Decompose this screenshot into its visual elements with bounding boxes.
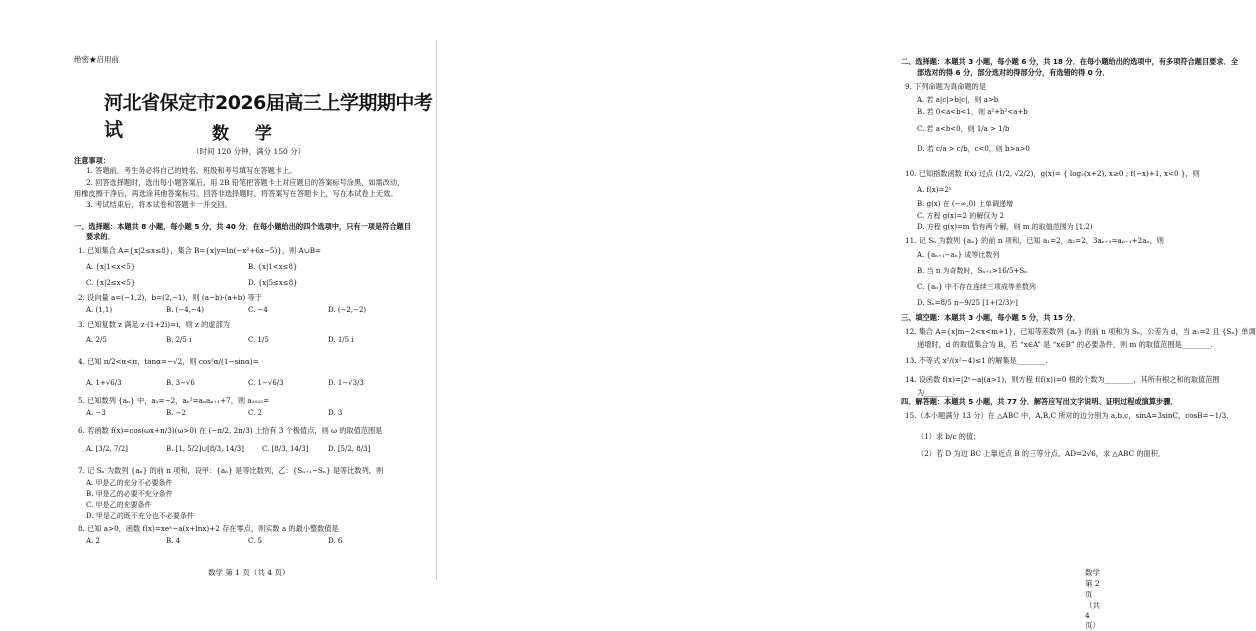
question-15-part-1: （1）求 b/c 的值； [917,432,981,441]
q1-option-a: A. {x|1<x<5} [86,263,136,271]
q11-option-c: C. {aₙ} 中不存在连续三项成等差数列 [917,283,1036,291]
q10-option-d: D. 方程 g(x)=m 恰有两个解，则 m 的取值范围为 [1,2) [917,223,1093,231]
q6-option-a: A. [3/2, 7/2] [86,445,128,453]
q6-option-d: D. [5/2, 8/3] [328,445,371,453]
page-2 [433,0,1256,630]
page-2-footer: 数学 第 2 页（共 4 页） [1085,568,1100,630]
page-1-footer: 数学 第 1 页（共 4 页） [208,568,290,577]
q3-option-c: C. 1/5 [248,336,269,344]
q5-option-d: D. 3 [328,409,343,417]
section-2-heading: 二、选择题：本题共 3 小题，每小题 6 分，共 18 分．在每小题给出的选项中，有多项符合题目要求．全 [901,57,1238,66]
section-1-heading-cont: 要求的． [86,232,115,241]
question-5: 5. 已知数列 {aₙ} 中，a₁=−2，aₙ²=aₙaₙ₊₁+7，则 a₂₀₂₅= [78,396,270,405]
q9-option-b: B. 若 0<a<b<1，则 a²+b²<a+b [917,108,1028,116]
question-14: 14. 设函数 f(x)=|2ˣ−a|(a>1)，则方程 f(f(x))=0 根的个数为________，其所有根之和的取值范围 [905,375,1220,384]
q1-option-d: D. {x|5≤x≤8} [248,279,298,287]
q10-option-a: A. f(x)=2ˣ [917,186,952,194]
q8-option-d: D. 6 [328,537,343,545]
question-15: 15.（本小题满分 13 分）在 △ABC 中，A,B,C 所对的边分别为 a,b,c，sinA=3sinC，cosB=−1/3． [905,411,1234,420]
q6-option-b: B. [1, 5/2]∪[8/3, 14/3] [166,445,244,453]
question-2: 2. 设向量 a=(−1,2)，b=(2,−1)，则 (a−b)·(a+b) 等于 [78,293,262,302]
q5-option-a: A. −3 [86,409,106,417]
note-3: 3. 考试结束后，将本试卷和答题卡一并交回。 [86,200,232,209]
q5-option-b: B. −2 [166,409,186,417]
q11-option-d: D. Sₙ=8/5 n−9/25 [1+(2/3)ⁿ] [917,299,1018,307]
note-2-cont: 用橡皮擦干净后，再选涂其他答案标号。回答非选择题时，将答案写在答题卡上，写在本试卷上无效。 [74,189,398,198]
question-8: 8. 已知 a>0，函数 f(x)=xeˣ−a(x+lnx)+2 存在零点，则实数 a 的最小整数值是 [78,524,339,533]
q9-option-a: A. 若 a|c|>b|c|，则 a>b [917,96,999,104]
subject-title: 数 学 [212,124,282,144]
q8-option-b: B. 4 [166,537,181,545]
q1-option-b: B. {x|1<x≤8} [248,263,298,271]
q2-option-c: C. −4 [248,306,268,314]
page-1 [0,0,433,615]
question-4: 4. 已知 π/2<α<π，tanα=−√2，则 cos²α/(1−sinα)= [78,357,259,366]
q3-option-d: D. 1/5 i [328,336,354,344]
question-12: 12. 集合 A={x|m−2<x<m+1}，已知等差数列 {aₙ} 的前 n 项和为 Sₙ，公差为 d，当 a₁=2 且 {Sₙ} 单调 [905,327,1256,336]
question-10: 10. 已知指数函数 f(x) 过点 (1/2, √2/2)，g(x)= { log₂(x+2), x≥0 ; f(−x)+1, x<0 }，则 [905,169,1200,178]
q1-option-c: C. {x|2≤x<5} [86,279,136,287]
question-6: 6. 若函数 f(x)=cos(ωx+π/3)(ω>0) 在 (−π/2, 2π/3) 上恰有 3 个极值点，则 ω 的取值范围是 [78,426,383,435]
note-2: 2. 回答选择题时，选出每小题答案后，用 2B 铅笔把答题卡上对应题目的答案标号涂黑，如需改动， [86,178,405,187]
q7-option-b: B. 甲是乙的必要不充分条件 [86,490,173,498]
q2-option-b: B. (−4,−4) [166,306,204,314]
section-2-heading-cont: 部选对的得 6 分，部分选对的得部分分，有选错的得 0 分． [917,68,1110,77]
note-1: 1. 答题前，考生务必将自己的姓名、班级和考号填写在答题卡上。 [86,166,297,175]
question-12-cont: 递增时，d 的取值集合为 B，若 “x∈A” 是 “x∈B” 的必要条件，则 m 的取值范围是________. [917,340,1213,349]
q2-option-d: D. (−2,−2) [328,306,367,314]
q3-option-b: B. 2/5 i [166,336,192,344]
question-11: 11. 记 Sₙ 为数列 {aₙ} 的前 n 项和，已知 a₁=2，a₂=2，3aₙ₊₂=aₙ₊₁+2aₙ，则 [905,236,1164,245]
question-1: 1. 已知集合 A={x|2≤x≤8}，集合 B={x|y=ln(−x²+6x−5)}，则 A∪B= [78,246,322,255]
section-1-heading: 一、选择题：本题共 8 小题，每小题 5 分，共 40 分．在每小题给出的四个选项中，只有一项是符合题目 [74,222,411,231]
time-info: （时间 120 分钟，满分 150 分） [192,147,306,156]
q7-option-c: C. 甲是乙的充要条件 [86,501,152,509]
q9-option-c: C. 若 a<b<0，则 1/a > 1/b [917,125,1010,133]
q6-option-c: C. [8/3, 14/3] [262,445,309,453]
q5-option-c: C. 2 [248,409,263,417]
notes-heading: 注意事项： [74,156,110,165]
q11-option-b: B. 当 n 为奇数时，Sₙ₊₁>16/5+Sₙ [917,267,1028,275]
q8-option-a: A. 2 [86,537,100,545]
q7-option-a: A. 甲是乙的充分不必要条件 [86,479,173,487]
q7-option-d: D. 甲是乙的既不充分也不必要条件 [86,512,194,520]
q10-option-c: C. 方程 g(x)=2 的解仅为 2 [917,212,1004,220]
q4-option-a: A. 1+√6/3 [86,379,122,387]
question-3: 3. 已知复数 z 满足 z·(1+2i)=i，则 z 的虚部为 [78,320,230,329]
confidential-mark: 绝密★启用前 [74,55,119,64]
q8-option-c: C. 5 [248,537,263,545]
question-15-part-2: （2）若 D 为边 BC 上靠近点 B 的三等分点，AD=2√6，求 △ABC 的面积． [917,449,1166,458]
q10-option-b: B. g(x) 在 (−∞,0) 上单调递增 [917,200,1013,208]
question-7: 7. 记 Sₙ 为数列 {aₙ} 的前 n 项和，设甲：{aₙ} 是等比数列，乙：{Sₙ₊₁−Sₙ} 是等比数列，则 [78,466,384,475]
question-9: 9. 下列命题为真命题的是 [905,82,987,91]
section-3-heading: 三、填空题：本题共 3 小题，每小题 5 分，共 15 分． [901,313,1080,322]
q4-option-c: C. 1−√6/3 [248,379,284,387]
q2-option-a: A. (1,1) [86,306,113,314]
question-13: 13. 不等式 x²/(x²−4)≤1 的解集是________. [905,356,1048,365]
q11-option-a: A. {aₙ₊₁−aₙ} 成等比数列 [917,251,1000,259]
q4-option-b: B. 3−√6 [166,379,195,387]
q9-option-d: D. 若 c/a > c/b，c<0，则 b>a>0 [917,145,1030,153]
q4-option-d: D. 1−√3/3 [328,379,364,387]
q3-option-a: A. 2/5 [86,336,107,344]
exam-title: 河北省保定市2026届高三上学期期中考试 [104,92,433,141]
question-14-cont: 为________. [917,388,956,397]
section-4-heading: 四、解答题：本题共 5 小题，共 77 分．解答应写出文字说明、证明过程或演算步骤． [901,397,1178,406]
